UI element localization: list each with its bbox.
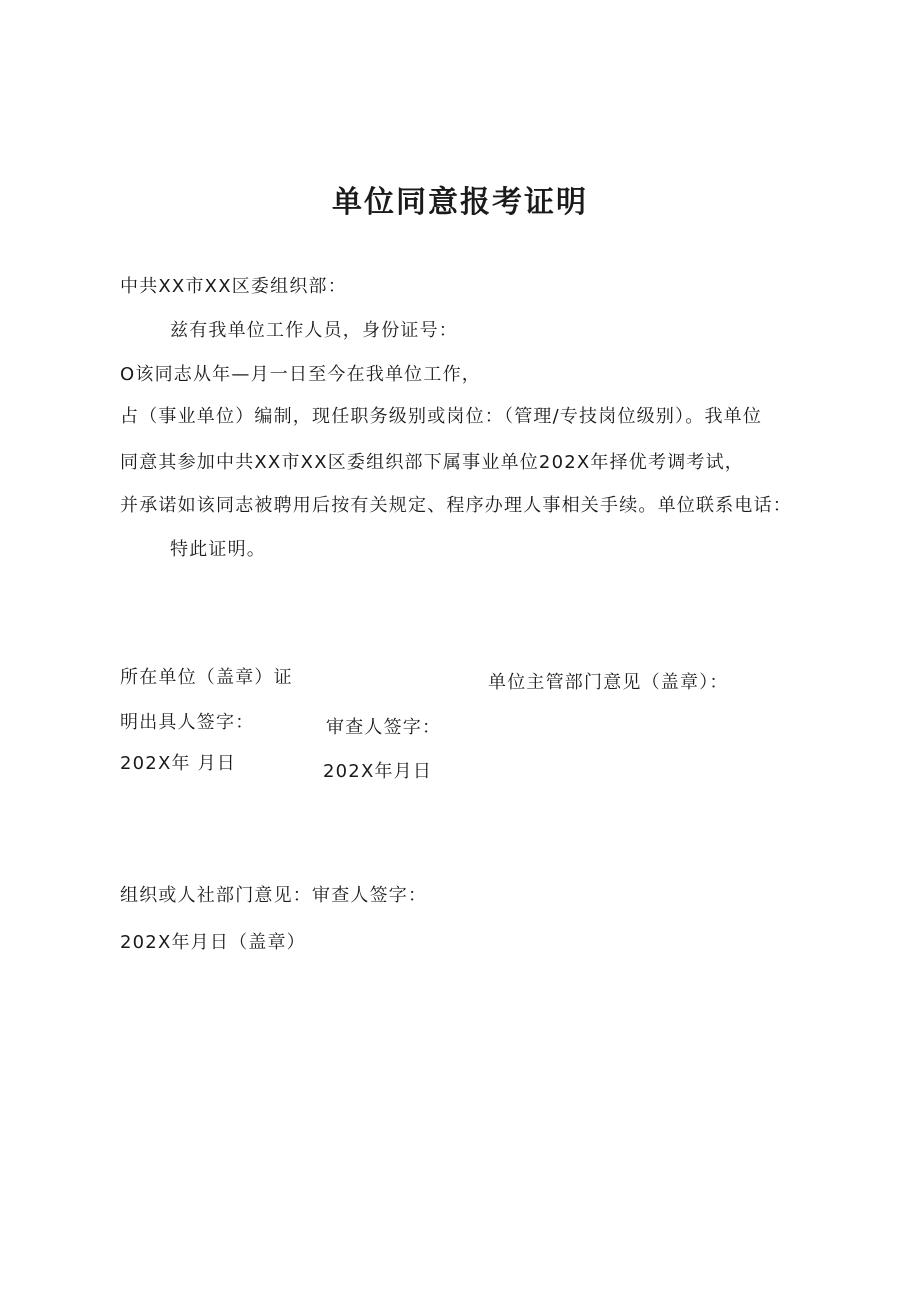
org-opinion-label: 组织或人社部门意见：审查人签字： [120, 885, 428, 906]
document-title: 单位同意报考证明 [332, 185, 588, 220]
body-line-1: 兹有我单位工作人员，身份证号： [170, 320, 458, 341]
unit-seal-label: 所在单位（盖章）证 [120, 667, 293, 688]
body-line-2: O该同志从年—月一日至今在我单位工作， [120, 364, 481, 385]
dept-opinion-label: 单位主管部门意见（盖章）： [488, 672, 729, 693]
issuer-signature-label: 明出具人签字： [120, 712, 255, 733]
body-line-5: 并承诺如该同志被聘用后按有关规定、程序办理人事相关手续。单位联系电话： [120, 495, 792, 516]
reviewer-signature-label: 审查人签字： [326, 717, 442, 738]
unit-date: 202X年 月日 [120, 753, 237, 774]
closing-line: 特此证明。 [170, 539, 266, 560]
salutation: 中共XX市XX区委组织部： [120, 276, 347, 297]
reviewer-date: 202X年月日 [323, 761, 433, 782]
body-line-3: 占（事业单位）编制，现任职务级别或岗位：（管理/专技岗位级别）。我单位 [120, 406, 763, 427]
body-line-4: 同意其参加中共XX市XX区委组织部下属事业单位202X年择优考调考试， [120, 452, 745, 473]
org-date: 202X年月日（盖章） [120, 932, 306, 953]
